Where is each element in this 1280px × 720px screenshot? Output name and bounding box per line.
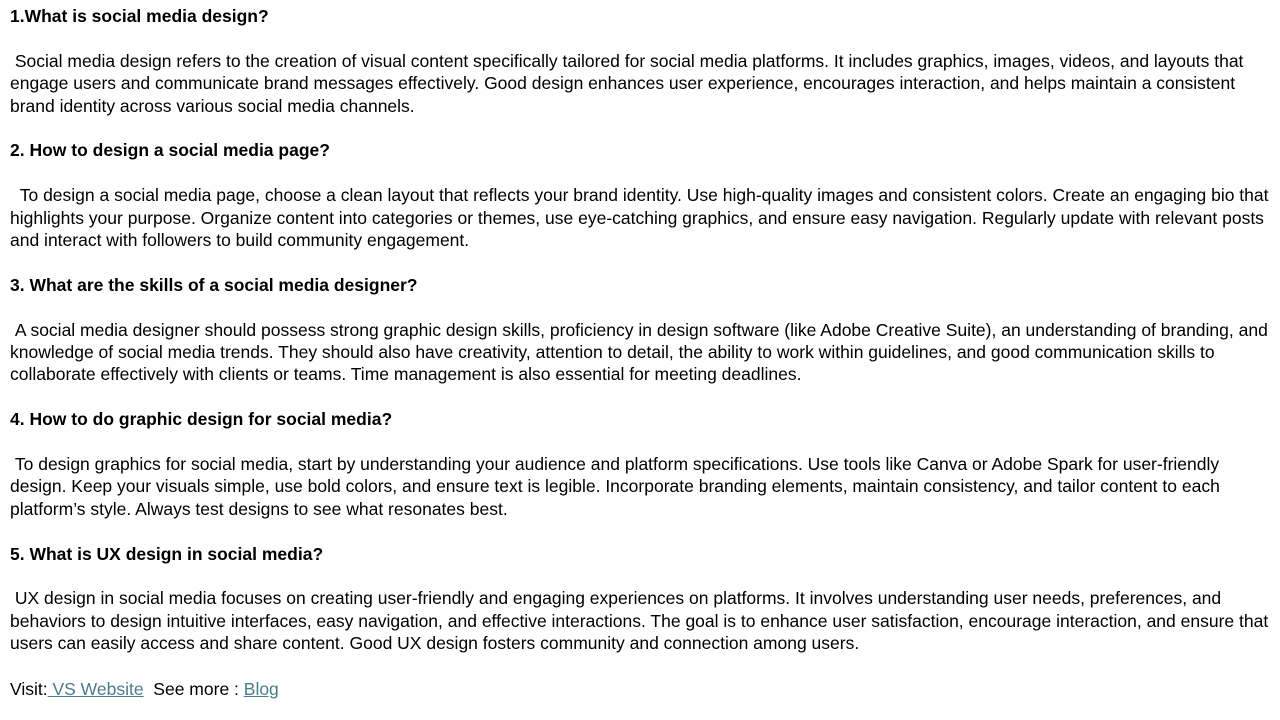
blog-link[interactable]: Blog [243,679,279,700]
footer-links [10,677,1272,700]
faq-question: 3. What are the skills of a social media designer? [10,274,418,295]
faq-answer: Social media design refers to the creation of visual content specifically tailored for social media platforms. It includes graphics, images, videos, and layouts that engage users and communicate brand messages effectively. Good design enhances user experience, encourages interaction, and helps maintain a consistent brand identity across various social media channels. [10,50,1249,116]
vs-website-link[interactable]: VS Website [47,679,144,700]
visit-label: Visit: [10,679,48,700]
faq-answer: To design a social media page, choose a clean layout that reflects your brand identity. Use high-quality images and consistent colors. Create an engaging bio that highlights your purpose. Organize content into categories or themes, use eye-catching graphics, and ensure easy navigation. Regularly update with relevant posts and interact with followers to build community engagement. [10,185,1274,251]
faq-question: 1.What is social media design? [10,6,269,26]
faq-answer: UX design in social media focuses on creating user-friendly and engaging experiences on platforms. It involves understanding user needs, preferences, and behaviors to design intuitive interfaces, easy navigation, and effective interactions. The goal is to enhance user satisfaction, encourage interaction, and ensure that users can easily access and share content. Good UX design fosters community and connection among users. [10,588,1274,654]
faq-answer: To design graphics for social media, start by understanding your audience and platform specifications. Use tools like Canva or Adobe Spark for user-friendly design. Keep your visuals simple, use bold colors, and ensure text is legible. Incorporate branding elements, maintain consistency, and tailor content to each platform’s style. Always test designs to see what resonates best. [10,454,1225,519]
faq-item-1 [10,5,1272,117]
faq-question: 5. What is UX design in social media? [10,543,324,564]
faq-item-4 [10,408,1272,520]
faq-question: 4. How to do graphic design for social media? [10,409,393,430]
faq-answer: A social media designer should possess strong graphic design skills, proficiency in design software (like Adobe Creative Suite), an understanding of branding, and knowledge of social media trends. They should also have creativity, attention to detail, the ability to work within guidelines, and good communication skills to collaborate effectively with clients or teams. Time management is also essential for meeting deadlines. [10,319,1273,385]
faq-question: 2. How to design a social media page? [10,140,330,161]
faq-item-3 [10,274,1272,386]
faq-item-2 [10,139,1272,251]
faq-item-5 [10,543,1272,655]
see-more-label: See more : [143,679,244,700]
